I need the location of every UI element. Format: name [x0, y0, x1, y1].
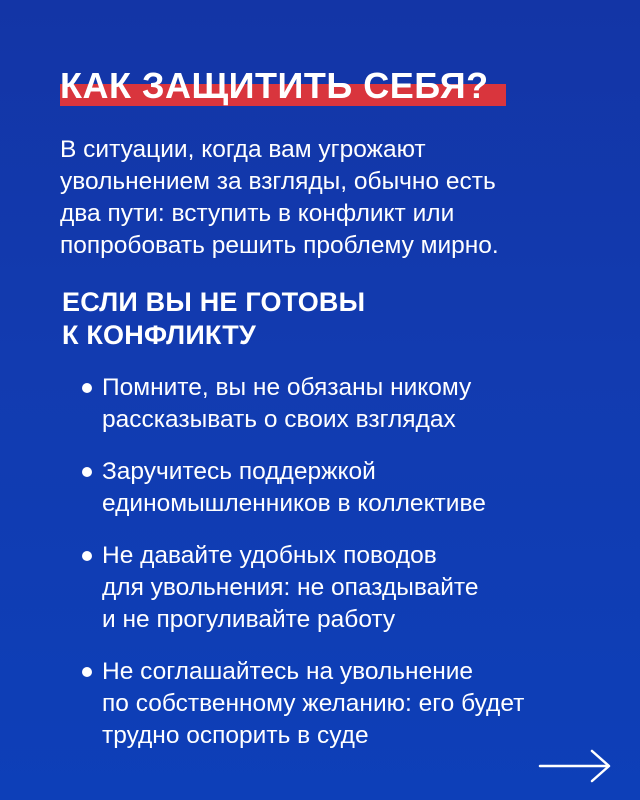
list-item-line: для увольнения: не опаздывайте	[102, 574, 479, 601]
list-item-line: и не прогуливайте работу	[102, 606, 396, 633]
intro-paragraph	[60, 134, 600, 262]
list-item	[80, 656, 620, 752]
intro-line: два пути: вступить в конфликт или	[60, 200, 455, 227]
intro-line: В ситуации, когда вам угрожают	[60, 136, 426, 163]
list-item-line: единомышленников в коллективе	[102, 490, 486, 517]
bullet-dot-icon	[82, 551, 92, 561]
title-block	[60, 64, 489, 112]
list-item-line: Не давайте удобных поводов	[102, 542, 437, 569]
bullet-dot-icon	[82, 383, 92, 393]
list-item	[80, 456, 620, 520]
tips-list	[80, 372, 620, 772]
bullet-dot-icon	[82, 667, 92, 677]
bullet-dot-icon	[82, 467, 92, 477]
section-heading-line: ЕСЛИ ВЫ НЕ ГОТОВЫ	[62, 287, 366, 317]
section-heading-line: К КОНФЛИКТУ	[62, 320, 256, 350]
arrow-right-icon[interactable]	[538, 748, 612, 784]
list-item	[80, 372, 620, 436]
list-item-line: рассказывать о своих взглядах	[102, 406, 456, 433]
list-item-line: по собственному желанию: его будет	[102, 690, 525, 717]
intro-line: увольнением за взгляды, обычно есть	[60, 168, 496, 195]
list-item-line: Не соглашайтесь на увольнение	[102, 658, 474, 685]
list-item	[80, 540, 620, 636]
list-item-line: Заручитесь поддержкой	[102, 458, 376, 485]
section-heading	[62, 286, 365, 352]
intro-line: попробовать решить проблему мирно.	[60, 232, 499, 259]
page-title: КАК ЗАЩИТИТЬ СЕБЯ?	[60, 65, 489, 106]
list-item-line: Помните, вы не обязаны никому	[102, 374, 472, 401]
list-item-line: трудно оспорить в суде	[102, 722, 369, 749]
